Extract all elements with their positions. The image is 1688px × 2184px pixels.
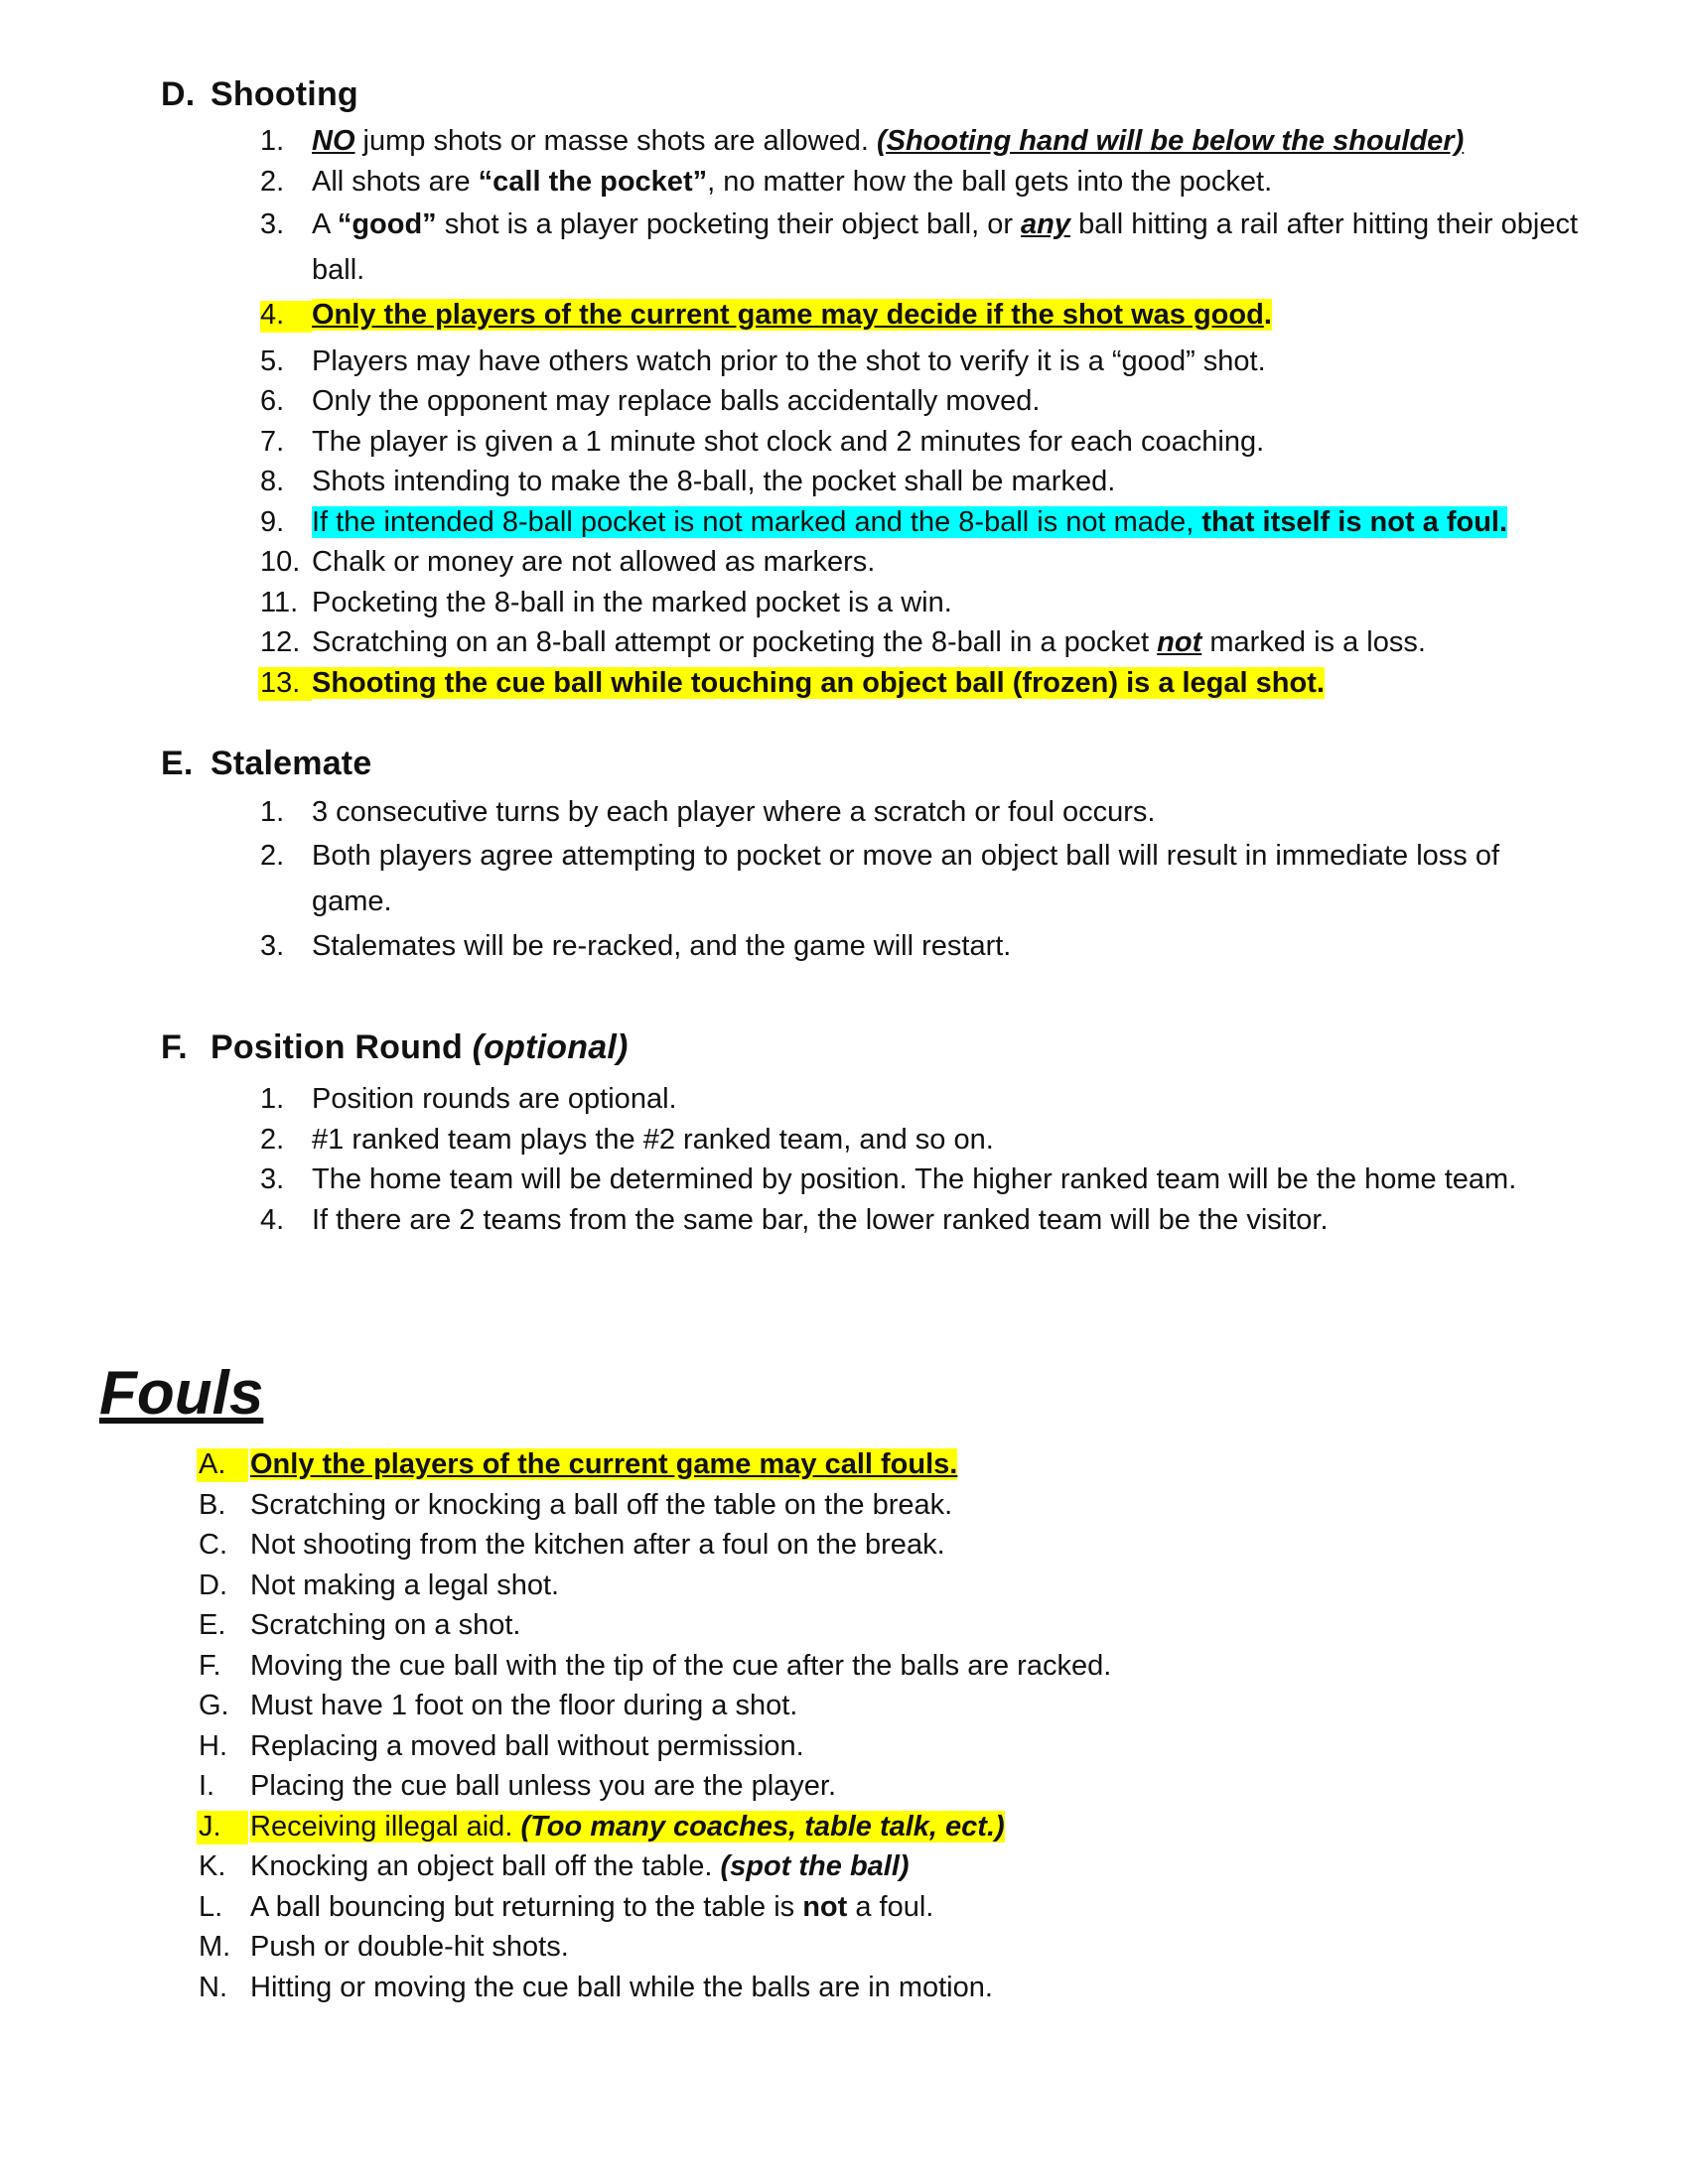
item-text: The player is given a 1 minute shot clock and 2 minutes for each coaching. [312, 425, 1265, 458]
highlighted-text: Shooting the cue ball while touching an object ball (frozen) is a legal shot. [312, 666, 1325, 699]
item-text: Scratching on an 8-ball attempt or pocketing the 8-ball in a pocket [312, 626, 1158, 658]
item-text: Not making a legal shot. [250, 1569, 560, 1601]
list-item [199, 1566, 1390, 1606]
item-number: 3. [260, 1163, 285, 1195]
list-item [260, 1160, 1581, 1200]
note-text: (spot the ball) [720, 1850, 910, 1882]
note-text: (Shooting hand will be below the shoulder) [876, 125, 1465, 157]
item-text: Hitting or moving the cue ball while the balls are in motion. [250, 1971, 993, 2003]
item-number: H. [199, 1729, 227, 1762]
emphasis-text: not [1157, 626, 1202, 658]
list-item [260, 422, 1581, 463]
list-item [260, 1079, 1581, 1120]
stalemate-rules-list [260, 792, 1581, 966]
item-text: Shots intending to make the 8-ball, the pocket shall be marked. [312, 466, 1116, 497]
section-letter: F. [161, 1028, 188, 1066]
item-number: 10. [260, 546, 301, 578]
item-text: #1 ranked team plays the #2 ranked team, and so on. [312, 1123, 994, 1156]
item-number: I. [199, 1770, 215, 1802]
item-text: If there are 2 teams from the same bar, the lower ranked team will be the visitor. [312, 1203, 1329, 1236]
list-item [199, 1846, 1390, 1887]
list-item [199, 1525, 1390, 1566]
item-number: 2. [260, 165, 285, 198]
item-text: Position rounds are optional. [312, 1083, 677, 1115]
item-number: L. [199, 1890, 223, 1923]
item-text: Chalk or money are not allowed as markers. [312, 546, 876, 578]
item-number: 4. [260, 299, 285, 331]
item-text: ball hitting a rail after hitting their object ball. [312, 208, 1579, 286]
item-number: 5. [260, 344, 285, 377]
list-item [199, 1444, 1390, 1485]
section-letter: E. [161, 745, 194, 782]
item-text: Push or double-hit shots. [250, 1931, 569, 1963]
item-text: marked is a loss. [1201, 626, 1426, 658]
item-number: J. [199, 1810, 221, 1843]
list-item [260, 542, 1581, 583]
item-text: , no matter how the ball gets into the pocket. [707, 165, 1273, 198]
item-text: Pocketing the 8-ball in the marked pocket is a win. [312, 586, 952, 618]
list-item [199, 1605, 1390, 1646]
list-item [199, 1726, 1390, 1767]
list-item [199, 1968, 1390, 2008]
position-round-rules-list [260, 1079, 1581, 1240]
item-text: Scratching on a shot. [250, 1609, 521, 1641]
list-item [199, 1646, 1390, 1687]
section-title: Stalemate [211, 745, 372, 782]
list-item [260, 502, 1581, 543]
list-item [260, 295, 1581, 336]
list-item [260, 341, 1581, 382]
highlighted-text: Only the players of the current game may decide if the shot was good [312, 299, 1264, 331]
item-text: jump shots or masse shots are allowed. [354, 125, 877, 157]
item-number: 4. [260, 1203, 285, 1236]
list-item [260, 121, 1581, 162]
list-item [199, 1686, 1390, 1726]
item-text: Must have 1 foot on the floor during a shot. [250, 1690, 798, 1721]
item-text: Placing the cue ball unless you are the player. [250, 1770, 837, 1802]
list-item [199, 1927, 1390, 1968]
item-number: F. [199, 1649, 221, 1682]
item-number: 1. [260, 1083, 285, 1115]
list-item [260, 583, 1581, 623]
fouls-heading: Fouls [99, 1359, 264, 1428]
fouls-list [199, 1444, 1390, 2007]
item-number: 1. [260, 125, 285, 157]
item-text: Knocking an object ball off the table. [250, 1850, 721, 1882]
item-text: Scratching or knocking a ball off the table on the break. [250, 1488, 953, 1521]
section-heading-stalemate [161, 745, 371, 783]
item-text: shot is a player pocketing their object ball, or [436, 208, 1022, 240]
highlighted-text: . [1263, 299, 1272, 331]
item-number: B. [199, 1488, 226, 1521]
item-text: 3 consecutive turns by each player where a scratch or foul occurs. [312, 796, 1156, 828]
list-item [260, 162, 1581, 203]
section-heading-shooting [161, 75, 358, 114]
shooting-rules-list [260, 121, 1581, 703]
list-item [260, 202, 1581, 293]
item-number: A. [199, 1448, 226, 1480]
item-text: Replacing a moved ball without permission. [250, 1729, 804, 1762]
item-text: Stalemates will be re-racked, and the game will restart. [312, 929, 1012, 962]
emphasis-text: not [802, 1890, 848, 1923]
item-text: Only the opponent may replace balls accidentally moved. [312, 385, 1041, 417]
section-letter: D. [161, 75, 196, 113]
list-item [260, 381, 1581, 422]
item-text: a foul. [847, 1890, 934, 1923]
item-number: 2. [260, 1123, 285, 1156]
item-text: A [312, 208, 338, 240]
item-number: 7. [260, 425, 285, 458]
emphasis-text: “good” [337, 208, 437, 240]
item-number: 8. [260, 466, 285, 497]
section-title: Position Round [211, 1028, 473, 1066]
item-text: Players may have others watch prior to the shot to verify it is a “good” shot. [312, 344, 1266, 377]
list-item [260, 833, 1581, 924]
item-text: The home team will be determined by position. The higher ranked team will be the home team. [312, 1163, 1517, 1195]
item-text: Not shooting from the kitchen after a foul on the break. [250, 1529, 945, 1561]
item-number: 13. [260, 666, 301, 699]
item-number: C. [199, 1529, 227, 1561]
item-number: M. [199, 1931, 231, 1963]
section-heading-position-round [161, 1028, 628, 1067]
highlighted-text: If the intended 8-ball pocket is not marked and the 8-ball is not made, [312, 505, 1202, 538]
highlighted-text: Receiving illegal aid. [250, 1810, 521, 1843]
list-item [260, 663, 1581, 704]
list-item [260, 1120, 1581, 1160]
emphasis-text: NO [312, 125, 355, 157]
item-number: 6. [260, 385, 285, 417]
list-item [260, 462, 1581, 502]
item-text: Both players agree attempting to pocket or move an object ball will result in immediate loss of game. [312, 839, 1500, 917]
list-item [260, 926, 1581, 967]
item-number: 12. [260, 626, 301, 658]
item-number: 9. [260, 505, 285, 538]
item-text: A ball bouncing but returning to the table is [250, 1890, 803, 1923]
list-item [199, 1485, 1390, 1526]
item-number: K. [199, 1850, 226, 1882]
list-item [260, 622, 1581, 663]
item-number: D. [199, 1569, 227, 1601]
section-title: Shooting [211, 75, 358, 113]
emphasis-text: any [1021, 208, 1071, 240]
highlighted-text: (Too many coaches, table talk, ect.) [520, 1810, 1005, 1843]
item-number: N. [199, 1971, 227, 2003]
item-text: Moving the cue ball with the tip of the cue after the balls are racked. [250, 1649, 1112, 1682]
optional-label: (optional) [472, 1028, 629, 1066]
highlighted-text: that itself is not a foul. [1201, 505, 1508, 538]
item-number: G. [199, 1690, 229, 1721]
highlighted-text: Only the players of the current game may call fouls. [250, 1448, 958, 1480]
item-number: 1. [260, 796, 285, 828]
emphasis-text: “call the pocket” [478, 165, 708, 198]
list-item [199, 1807, 1390, 1847]
item-number: 11. [260, 586, 299, 618]
item-number: 3. [260, 929, 285, 962]
item-number: E. [199, 1609, 226, 1641]
list-item [260, 792, 1581, 833]
item-number: 3. [260, 208, 285, 240]
list-item [260, 1200, 1581, 1241]
item-text: All shots are [312, 165, 479, 198]
item-number: 2. [260, 839, 285, 872]
list-item [199, 1766, 1390, 1807]
list-item [199, 1887, 1390, 1928]
